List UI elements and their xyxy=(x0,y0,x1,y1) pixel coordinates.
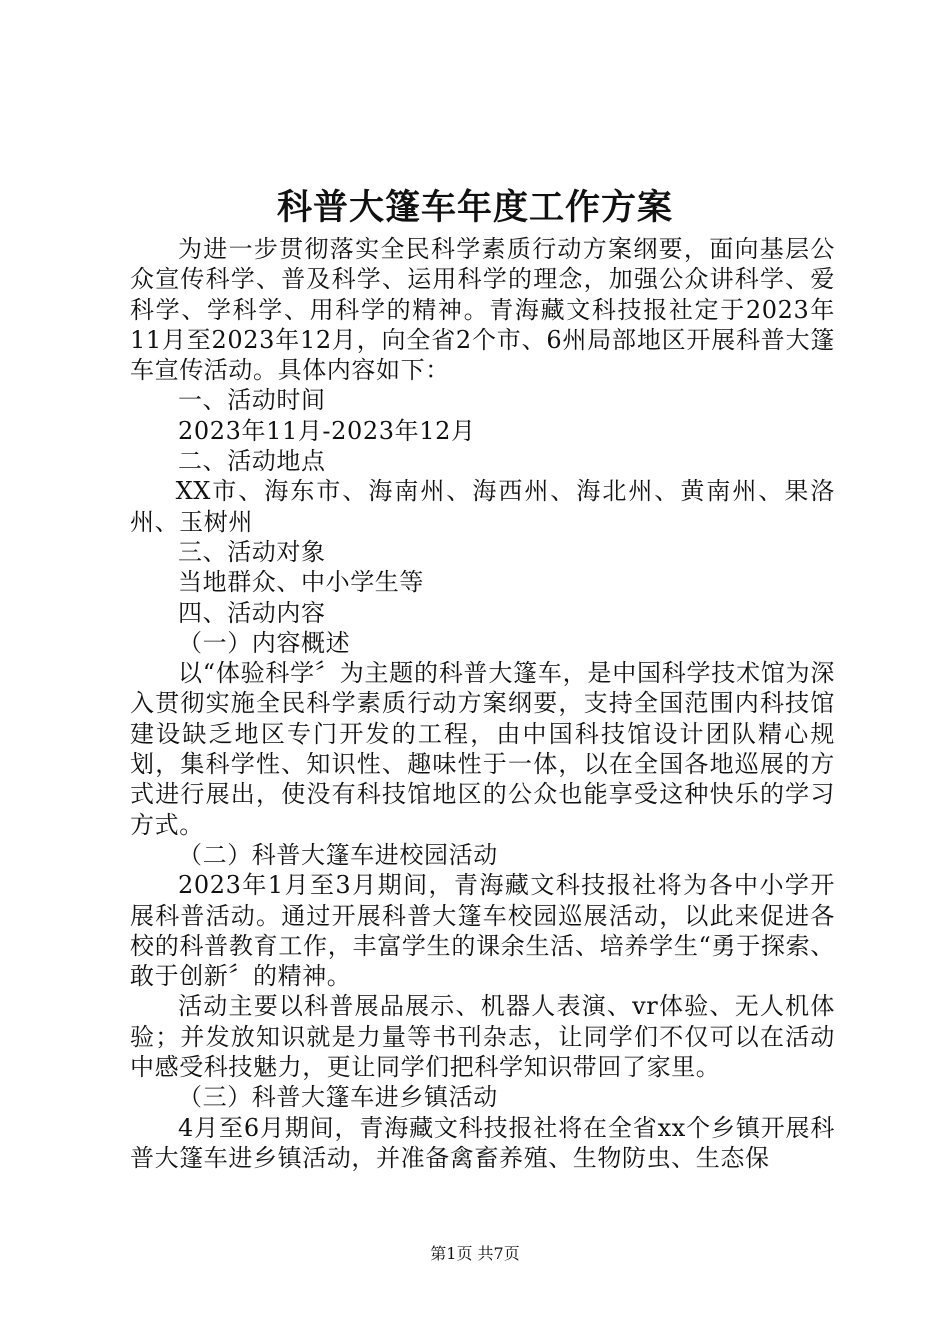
intro-paragraph: 为进一步贯彻落实全民科学素质行动方案纲要，面向基层公众宣传科学、普及科学、运用科学的理念，加强公众讲科学、爱科学、学科学、用科学的精神。青海藏文科技报社定于2023年11月至2023年12月，向全省2个市、6州局部地区开展科普大篷车宣传活动。具体内容如下： xyxy=(130,235,835,385)
location-text: XX市、海东市、海南州、海西州、海北州、黄南州、果洛州、玉树州 xyxy=(130,477,835,536)
section-heading-content: 四、活动内容 xyxy=(178,598,326,627)
time-text: 2023年11月-2023年12月 xyxy=(178,416,476,445)
subsection-heading-campus: （二）科普大篷车进校园活动 xyxy=(178,840,498,869)
document-body xyxy=(130,234,835,1173)
overview-paragraph: 以“体验科学〞为主题的科普大篷车，是中国科学技术馆为深入贯彻实施全民科学素质行动方案纲要，支持全国范围内科技馆建设缺乏地区专门开发的工程，由中国科技馆设计团队精心规划，集科学性、知识性、趣味性于一体，以在全国各地巡展的方式进行展出，使没有科技馆地区的公众也能享受这种快乐的学习方式。 xyxy=(130,659,835,839)
subsection-heading-township: （三）科普大篷车进乡镇活动 xyxy=(178,1083,498,1112)
campus-paragraph: 2023年1月至3月期间，青海藏文科技报社将为各中小学开展科普活动。通过开展科普大篷车校园巡展活动，以此来促进各校的科普教育工作，丰富学生的课余生活、培养学生“勇于探索、敢于创新〞的精神。 xyxy=(130,871,835,991)
section-heading-location: 二、活动地点 xyxy=(178,447,326,476)
page-number-footer: 第1页 共7页 xyxy=(430,1244,520,1263)
campus-activities-paragraph: 活动主要以科普展品展示、机器人表演、vr体验、无人机体验；并发放知识就是力量等书刊杂志，让同学们不仅可以在活动中感受科技魅力，更让同学们把科学知识带回了家里。 xyxy=(130,992,835,1082)
audience-text: 当地群众、中小学生等 xyxy=(178,568,424,597)
document-title: 科普大篷车年度工作方案 xyxy=(276,187,673,228)
section-heading-audience: 三、活动对象 xyxy=(178,537,326,566)
township-paragraph: 4月至6月期间，青海藏文科技报社将在全省xx个乡镇开展科普大篷车进乡镇活动，并准备禽畜养殖、生物防虫、生态保 xyxy=(130,1113,835,1172)
subsection-heading-overview: （一）内容概述 xyxy=(178,628,351,657)
section-heading-time: 一、活动时间 xyxy=(178,386,326,415)
